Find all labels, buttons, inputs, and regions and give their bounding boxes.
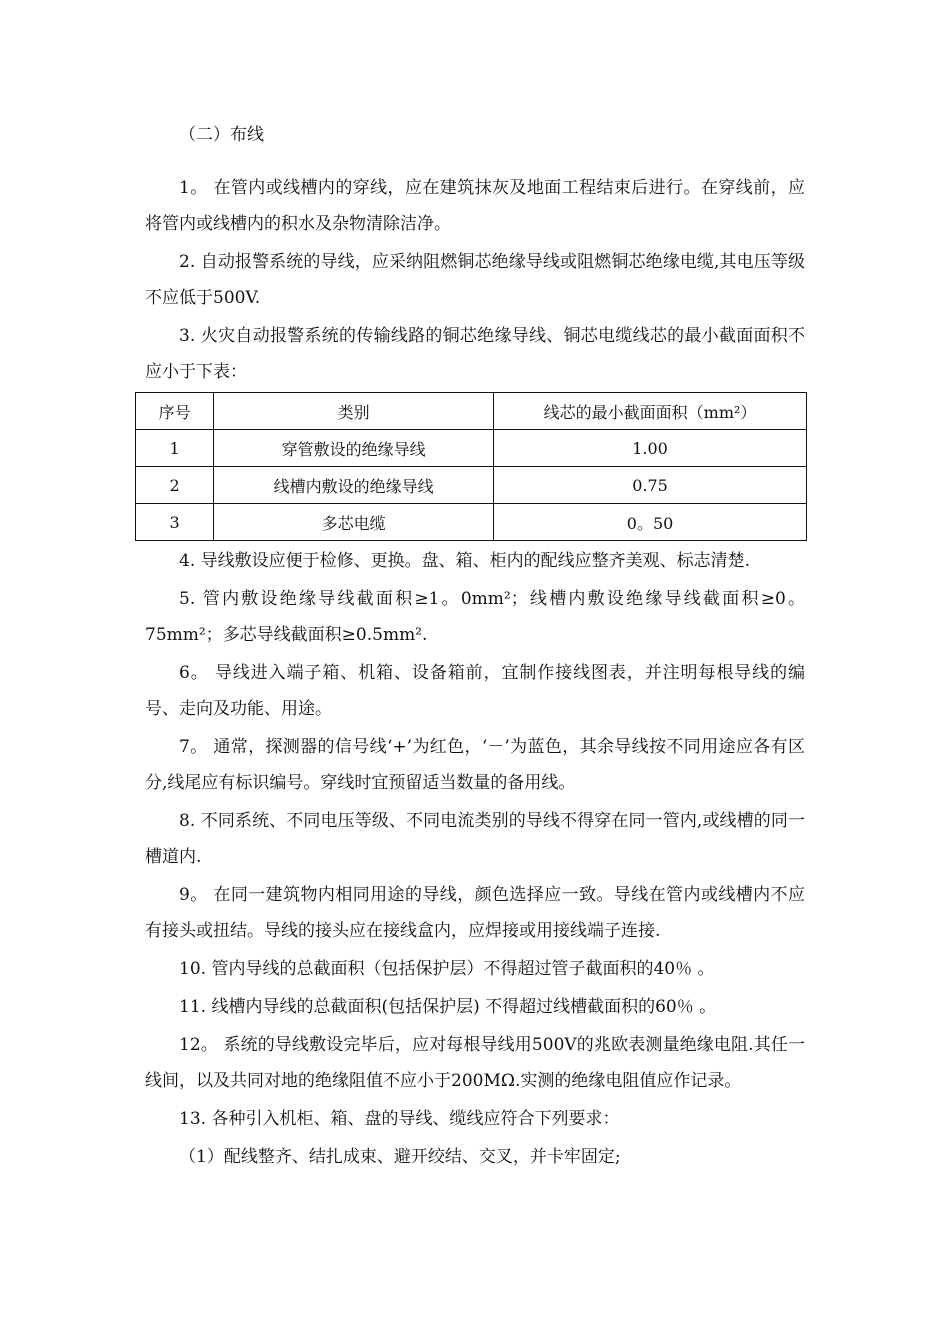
header-category: 类别 [214,393,494,430]
cell-min-area: 0.75 [494,467,807,504]
paragraph-6: 6。 导线进入端子箱、机箱、设备箱前，宜制作接线图表，并注明每根导线的编号、走向及功能、用途。 [145,663,805,719]
cell-category: 穿管敷设的绝缘导线 [214,430,494,467]
paragraph-5: 5. 管内敷设绝缘导线截面积≥1。0mm²；线槽内敷设绝缘导线截面积≥0。75mm²；多芯导线截面积≥0.5mm². [145,589,805,645]
paragraph-1: 1。 在管内或线槽内的穿线，应在建筑抹灰及地面工程结束后进行。在穿线前，应将管内或线槽内的积水及杂物清除洁净。 [145,178,805,234]
table-header-row [136,393,807,430]
cell-serial: 2 [136,467,214,504]
paragraph-7: 7。 通常，探测器的信号线‘+’为红色，‘－’为蓝色，其余导线按不同用途应各有区分,线尾应有标识编号。穿线时宜预留适当数量的备用线。 [145,737,805,793]
cell-category: 多芯电缆 [214,504,494,541]
header-serial: 序号 [136,393,214,430]
paragraph-10: 10. 管内导线的总截面积（包括保护层）不得超过管子截面积的40％ 。 [179,959,715,979]
table-row [136,430,807,467]
cell-serial: 3 [136,504,214,541]
paragraph-11: 11. 线槽内导线的总截面积(包括保护层) 不得超过线槽截面积的60％ 。 [179,997,717,1017]
cell-serial: 1 [136,430,214,467]
paragraph-9: 9。 在同一建筑物内相同用途的导线，颜色选择应一致。导线在管内或线槽内不应有接头或扭结。导线的接头应在接线盒内，应焊接或用接线端子连接. [145,885,805,941]
cell-min-area: 1.00 [494,430,807,467]
paragraph-2: 2. 自动报警系统的导线，应采纳阻燃铜芯绝缘导线或阻燃铜芯绝缘电缆,其电压等级不应低于500V. [145,252,805,308]
min-cross-section-table [135,392,807,541]
paragraph-3: 3. 火灾自动报警系统的传输线路的铜芯绝缘导线、铜芯电缆线芯的最小截面面积不应小于下表： [145,326,805,382]
table-row [136,504,807,541]
document-body [145,118,805,1175]
cell-category: 线槽内敷设的绝缘导线 [214,467,494,504]
header-min-area: 线芯的最小截面面积（mm²） [494,393,807,430]
cell-min-area: 0。50 [494,504,807,541]
table-row [136,467,807,504]
paragraph-12: 12。 系统的导线敷设完毕后，应对每根导线用500V的兆欧表测量绝缘电阻.其任一线间，以及共同对地的绝缘阻值不应小于200MΩ.实测的绝缘电阻值应作记录。 [145,1035,805,1091]
paragraph-13: 13. 各种引入机柜、箱、盘的导线、缆线应符合下列要求： [179,1109,620,1129]
paragraph-4: 4. 导线敷设应便于检修、更换。盘、箱、柜内的配线应整齐美观、标志清楚. [179,551,751,571]
section-heading: （二）布线 [179,125,264,145]
paragraph-8: 8. 不同系统、不同电压等级、不同电流类别的导线不得穿在同一管内,或线槽的同一槽道内. [145,811,805,867]
sub-item-1: （1）配线整齐、结扎成束、避开绞结、交叉，并卡牢固定; [179,1147,621,1167]
